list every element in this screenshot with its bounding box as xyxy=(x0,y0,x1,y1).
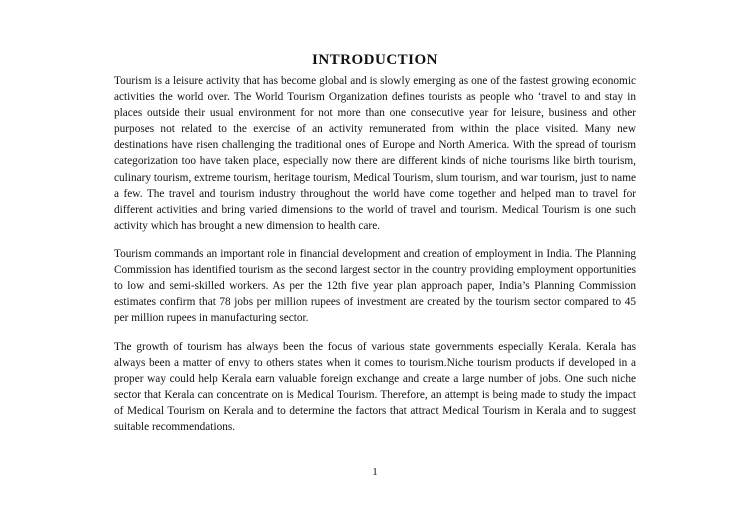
page-title: INTRODUCTION xyxy=(311,52,438,68)
page-number: 1 xyxy=(372,466,378,478)
paragraph-2: Tourism commands an important role in financial development and creation of employment in India. The Planning Commission has identified tourism as the second largest sector in the country providing employment opportunities to low and semi-skilled workers. As per the 12th five year plan approach paper, India’s Planning Commission estimates confirm that 78 jobs per million rupees of investment are created by the tourism sector compared to 45 per million rupees in manufacturing sector. xyxy=(114,248,636,325)
paragraph-3: The growth of tourism has always been the focus of various state governments especially Kerala. Kerala has always been a matter of envy to others states when it comes to tourism.Niche tourism products if developed in a proper way could help Kerala earn valuable foreign exchange and create a large number of jobs. One such niche sector that Kerala can concentrate on is Medical Tourism. Therefore, an attempt is being made to study the impact of Medical Tourism on Kerala and to determine the factors that attract Medical Tourism in Kerala and to suggest suitable recommendations. xyxy=(114,341,636,434)
paragraph-1: Tourism is a leisure activity that has become global and is slowly emerging as one of the fastest growing economic activities the world over. The World Tourism Organization defines tourists as people who ‘travel to and stay in places outside their usual environment for not more than one consecutive year for leisure, business and other purposes not related to the exercise of an activity remunerated from within the place visited. Many new destinations have risen challenging the traditional ones of Europe and North America. With the spread of tourism categorization too have taken place, especially now there are different kinds of niche tourisms like birth tourism, culinary tourism, extreme tourism, heritage tourism, Medical Tourism, slum tourism, and war tourism, just to name a few. The travel and tourism industry throughout the world have come together and helped man to travel for different activities and bring varied dimensions to the world of travel and tourism. Medical Tourism is one such activity which has brought a new dimension to health care. xyxy=(114,75,636,232)
